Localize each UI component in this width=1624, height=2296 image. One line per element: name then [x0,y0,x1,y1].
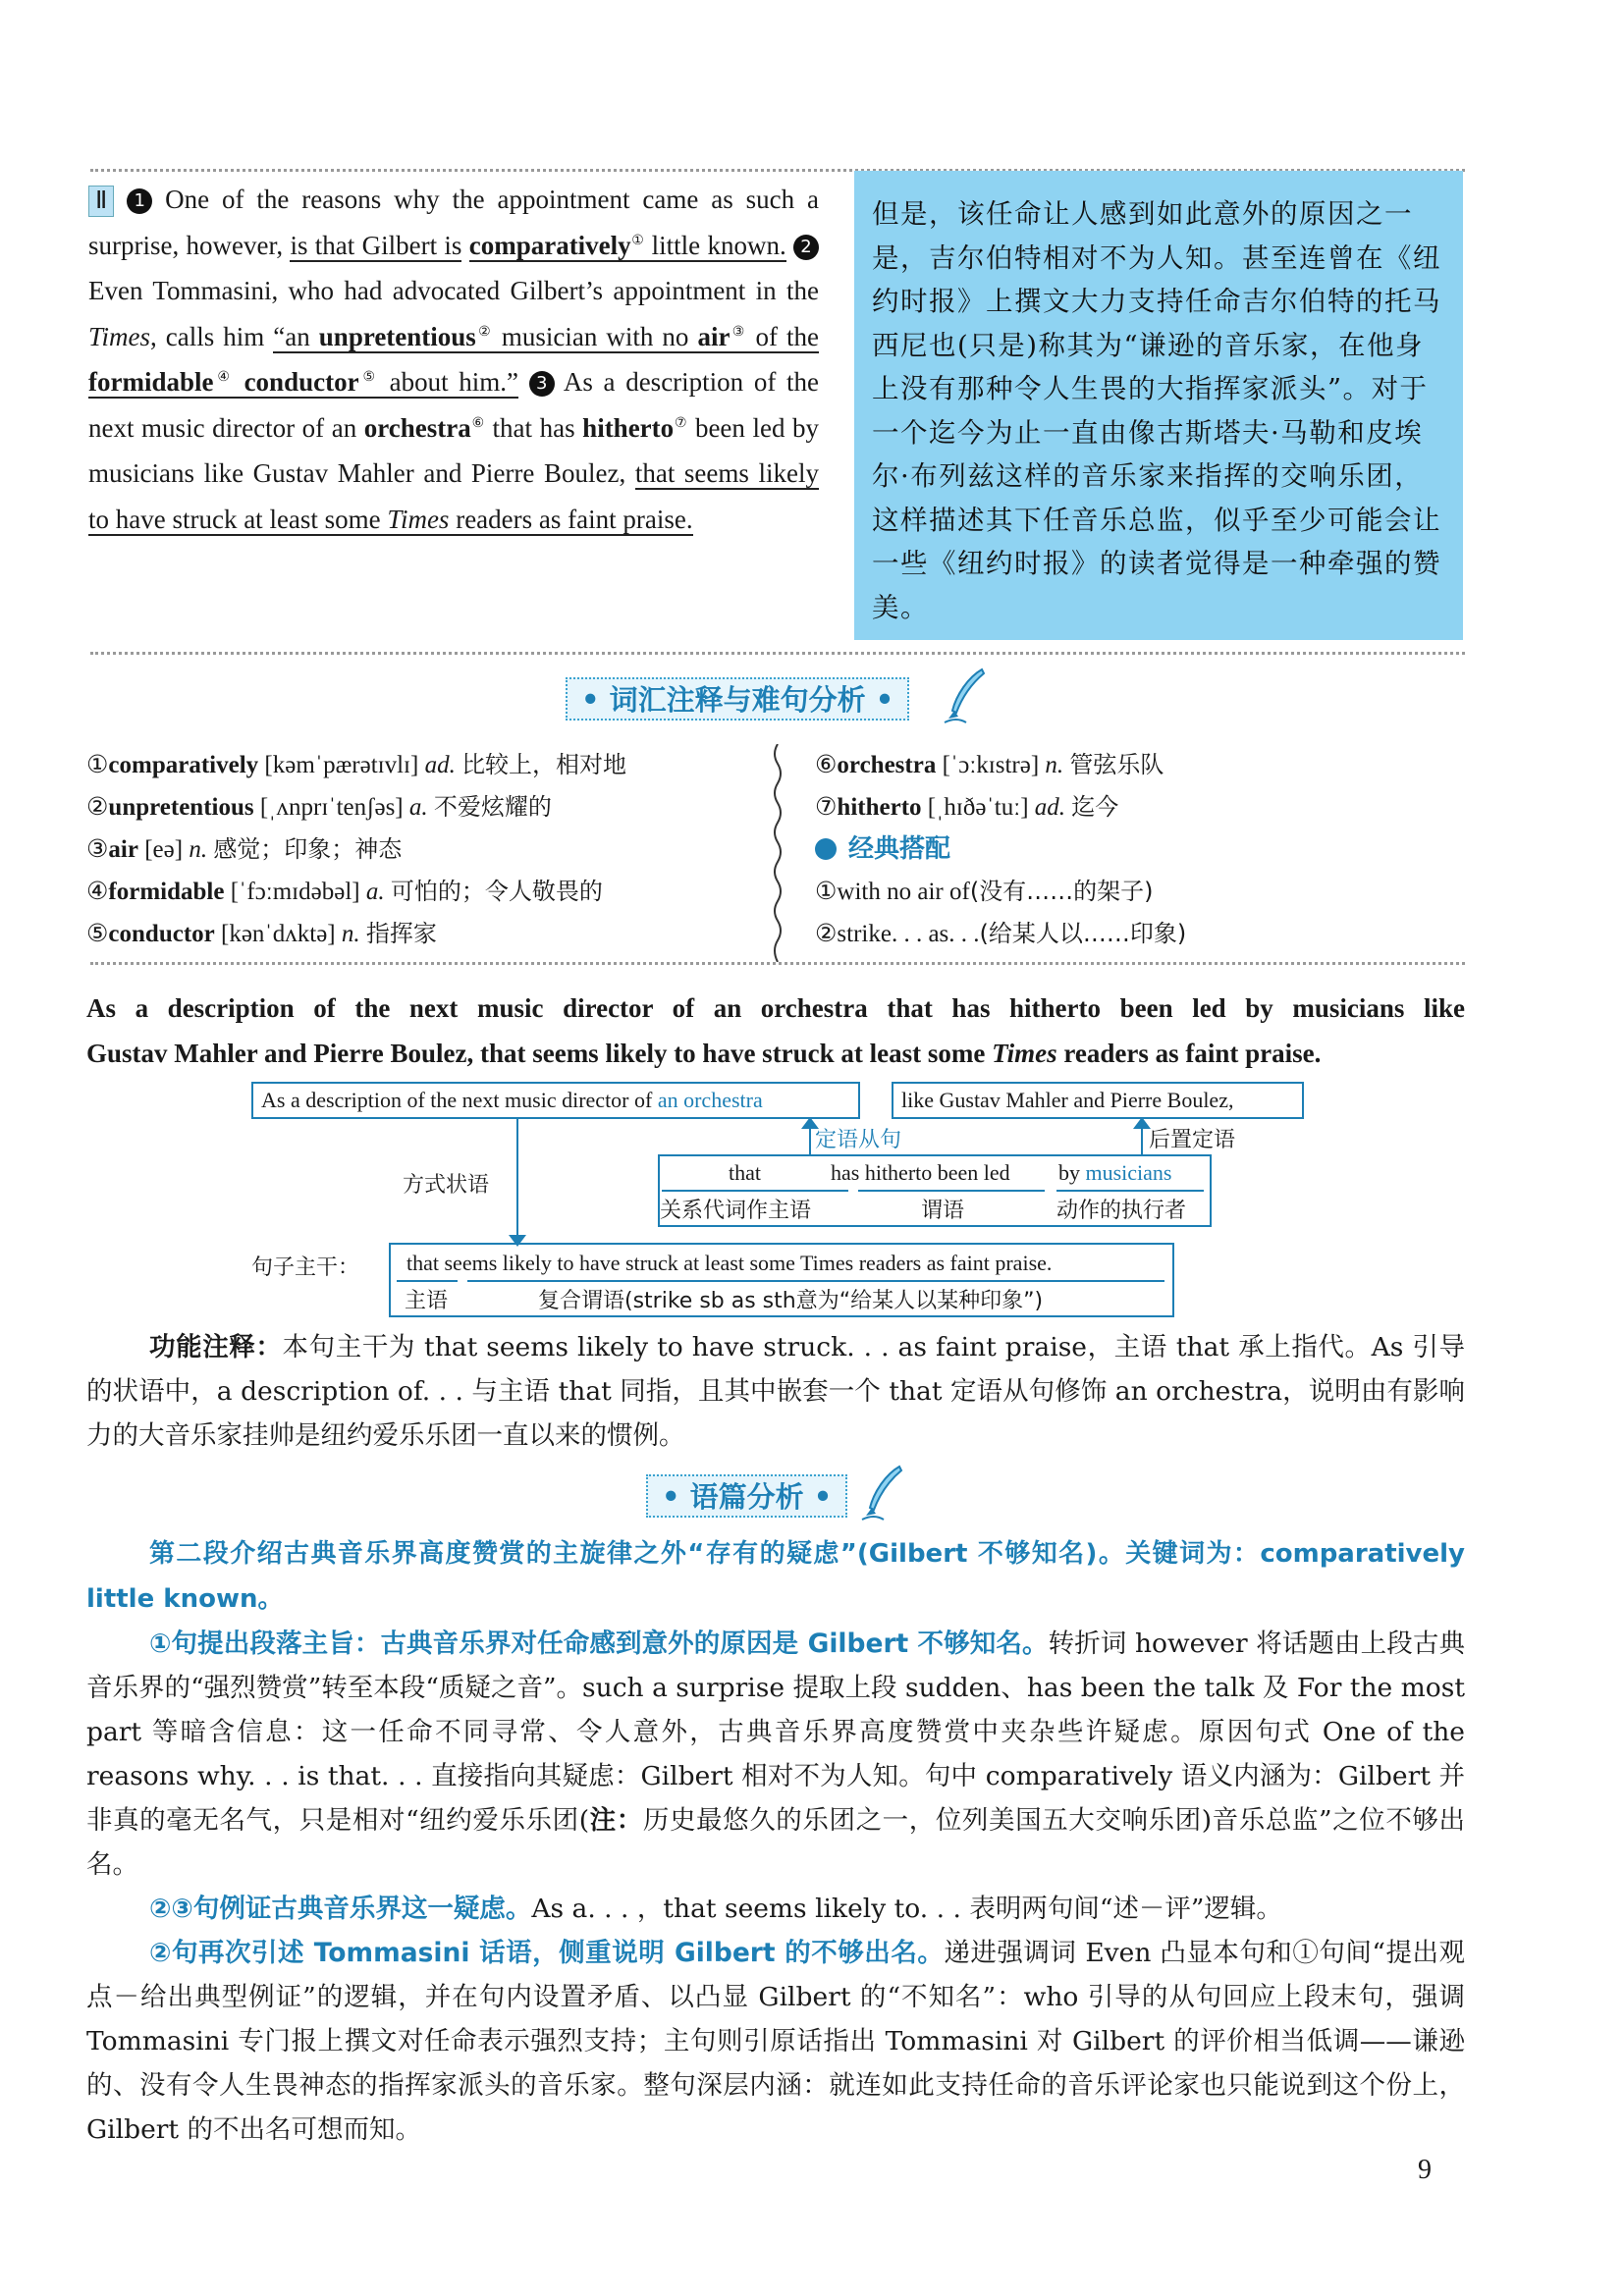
focus-sentence-line1: As a description of the next music director of an orchestra that has hitherto been led by musicians like [86,993,1465,1023]
vocab-item: ③air [eə] n. 感觉；印象；神态 [86,835,403,863]
label-post-attributive: 后置定语 [1149,1128,1236,1152]
vocab-item: ⑥orchestra [ˈɔːkɪstrə] n. 管弦乐队 [815,751,1164,778]
discourse-point-2: ②③句例证古典音乐界这一疑虑。As a. . . ，that seems likely to. . . 表明两句间“述－评”逻辑。 [149,1894,1282,1924]
focus-sentence-line2: Gustav Mahler and Pierre Boulez, that seems likely to have struck at least some Times readers as faint praise. [86,1039,1322,1068]
middle-divider-2 [90,962,1465,965]
vocab-list-left [86,744,626,955]
discourse-point-3: ②句再次引述 Tommasini 话语，侧重说明 Gilbert 的不够出名。递进强调词 Even 凸显本句和①句间“提出观点－给出典型例证”的逻辑，并在句内设置矛盾、以凸显 Gilbert 的“不知名”：who 引导的从句回应上段末句，强调 Tommasini 专门报上撰文对任命表示强烈支持；主句则引原话指出 Tommasini 对 Gilbert 的评价相当低调——谦逊的、没有令人生畏神态的指挥家派头的音乐家。整句深层内涵：就连如此支持任命的音乐评论家也只能说到这个份上，Gilbert 的不出名可想而知。 [86,1938,1465,2145]
vocab-item: ①comparatively [kəmˈpærətɪvlɪ] ad. 比较上，相对地 [86,751,627,778]
vocab-item: ④formidable [ˈfɔːmɪdəbəl] a. 可怕的；令人敬畏的 [86,878,603,905]
middle-divider-1 [90,652,1465,655]
translation-box [854,171,1463,640]
function-note: 功能注释：本句主干为 that seems likely to have struck. . . as faint praise，主语 that 承上指代。As 引导的状语中，a description of. . . 与主语 that 同指，且其中嵌套一个 that 定语从句修饰 an orchestra，说明由有影响力的大音乐家挂帅是纽约爱乐乐团一直以来的惯例。 [86,1332,1465,1451]
sentence-number-2: 2 [793,235,819,260]
collocation-item: ②strike. . . as. . .(给某人以……印象) [815,920,1187,947]
quill-icon [860,1465,905,1522]
section-mark: Ⅱ [88,186,114,217]
vocab-item: ⑦hitherto [ˌhɪðəˈtuː] ad. 迄今 [815,793,1119,821]
translation-text: 但是，该任命让人感到如此意外的原因之一是，吉尔伯特相对不为人知。甚至连曾在《纽约时报》上撰文大力支持任命吉尔伯特的托马西尼也(只是)称其为“谦逊的音乐家，在他身上没有那种令人生畏的大指挥家派头”。对于一个迄今为止一直由像古斯塔夫·马勒和皮埃尔·布列兹这样的音乐家来指挥的交响乐团，这样描述其下任音乐总监，似乎至少可能会让一些《纽约时报》的读者觉得是一种牵强的赞美。 [872,198,1441,623]
discourse-point-1: ①句提出段落主旨：古典音乐界对任命感到意外的原因是 Gilbert 不够知名。转折词 however 将话题由上段古典音乐界的“强烈赞赏”转至本段“质疑之音”。such a surprise 提取上段 sudden、has been the talk 及 For the most part 等暗含信息：这一任命不同寻常、令人意外，古典音乐界高度赞赏中夹杂些许疑虑。原因句式 One of the reasons why. . . is that. . . 直接指向其疑虑：Gilbert 相对不为人知。句中 comparatively 语义内涵为：Gilbert 并非真的毫无名气，只是相对“纽约爱乐乐团(注：历史最悠久的乐团之一，位列美国五大交响乐团)音乐总监”之位不够出名。 [86,1629,1466,1880]
vocab-word-comparatively: comparatively [468,230,631,260]
vocab-section-header: • 词汇注释与难句分析 • [566,677,909,721]
sentence-number-3: 3 [529,371,555,397]
collocation-item: ①with no air of(没有……的架子) [815,878,1154,905]
vocab-list-right [815,744,1186,955]
label-main-clause: 句子主干： [251,1255,360,1280]
diagram-box-adverbial: As a description of the next music director of an orchestra [251,1082,860,1119]
label-manner-adverbial: 方式状语 [403,1173,490,1198]
vocab-item: ⑤conductor [kənˈdʌktə] n. 指挥家 [86,920,437,947]
diagram-box-post-attr: like Gustav Mahler and Pierre Boulez, [892,1082,1304,1119]
page-number: 9 [1418,2155,1432,2185]
vocab-item: ②unpretentious [ˌʌnprɪˈtenʃəs] a. 不爱炫耀的 [86,793,552,821]
zigzag-divider [770,744,785,962]
discourse-summary: 第二段介绍古典音乐界高度赞赏的主旋律之外“存有的疑虑”(Gilbert 不够知名)。关键词为：comparatively little known。 [86,1539,1465,1614]
bullet-icon [815,838,837,860]
sentence-number-1: 1 [127,188,152,214]
label-attributive-clause: 定语从句 [815,1128,902,1152]
quill-icon [943,667,988,724]
discourse-section-header: • 语篇分析 • [646,1474,847,1518]
english-passage: Ⅱ 1 One of the reasons why the appointment came as such a surprise, however, is that Gilbert is comparatively① little known. 2Even Tommasini, who had advocated Gilbert’s appointment in the Times, calls him “an unpretentious② musician with no air③ of the formidable④ conductor⑤ about him.” 3 As a description of the next music director of an orchestra⑥ that has hitherto⑦ been led by musicians like Gustav Mahler and Pierre Boulez, that seems likely to have struck at least some Times readers as faint praise. [88,185,820,534]
collocation-title: 经典搭配 [815,828,1186,871]
